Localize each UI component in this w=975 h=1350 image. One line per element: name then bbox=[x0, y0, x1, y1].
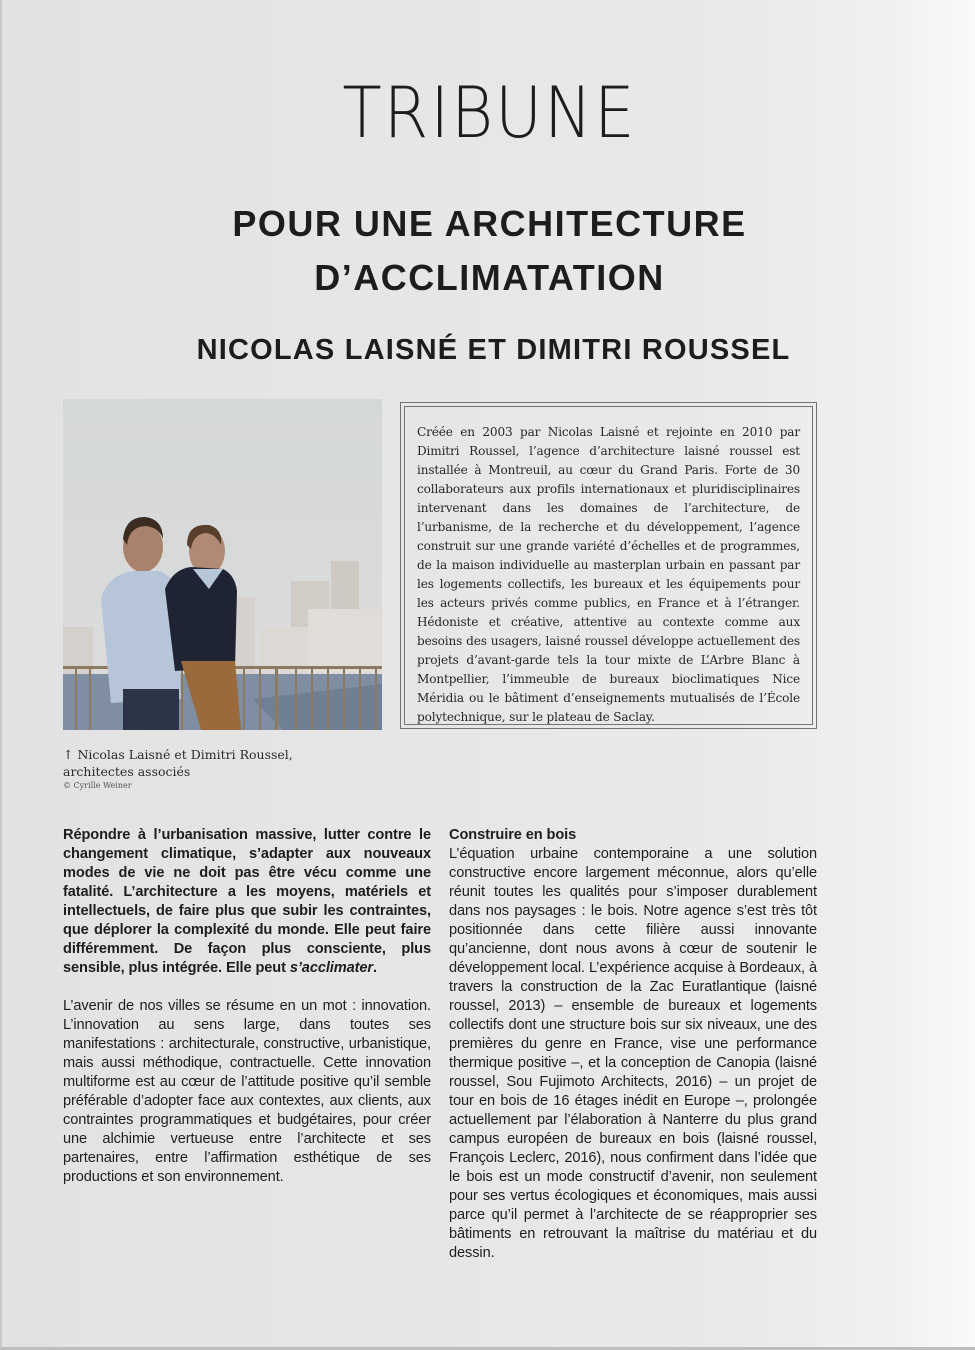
section-kicker: TRIBUNE bbox=[342, 72, 637, 154]
article-column-right bbox=[449, 826, 817, 1263]
caption-line-1: Nicolas Laisné et Dimitri Roussel, bbox=[77, 747, 293, 762]
lead-text: Répondre à l’urbanisation massive, lutter contre le changement climatique, s’adapter aux nouveaux modes de vie ne doit pas être vécu comme une fatalité. L’architecture a les moyens, matériels et intellectuels, de faire plus que subir les contraintes, que déplorer la complexité du monde. Elle peut faire différemment. De façon plus consciente, plus sensible, plus intégrée. Elle peut bbox=[63, 827, 431, 976]
agency-bio-text: Créée en 2003 par Nicolas Laisné et rejointe en 2010 par Dimitri Roussel, l’agence d’architecture laisné roussel est installée à Montreuil, au cœur du Grand Paris. Forte de 30 collaborateurs aux profils internationaux et pluridisciplinaires intervenant dans les domaines de l’architecture, de l’urbanisme, de la recherche et du développement, l’agence construit sur une grande variété d’échelles et de programmes, de la maison individuelle au masterplan urbain en passant par les logements collectifs, les bureaux et les équipements pour les acteurs privés comme publics, en France et à l’étranger. Hédoniste et créative, attentive au contexte comme aux besoins des usagers, laisné roussel développe actuellement des projets d’avant-garde tels la tour mixte de L’Arbre Blanc à Montpellier, l’immeuble de bureaux bioclimatiques Nice Méridia ou le bâtiment d’enseignements mutualisés de l’École polytechnique, sur le plateau de Saclay. bbox=[417, 425, 800, 724]
arrow-up-icon: ↑ bbox=[63, 747, 74, 762]
lead-end: . bbox=[373, 960, 377, 976]
article-column-left bbox=[63, 826, 431, 1187]
agency-bio-inner-frame bbox=[404, 406, 813, 725]
article-paragraph-2: L’équation urbaine contemporaine a une solution constructive encore largement méconnue, alors qu’elle réunit toutes les qualités pour s’imposer durablement dans nos paysages : le bois. Notre agence s’est très tôt positionnée dans cette filière aussi innovante qu’ancienne, dont nous avons à cœur de soutenir le développement local. L’expérience acquise à Bordeaux, à travers la construction de la Zac Euratlantique (laisné roussel, 2013) – ensemble de bureaux et logements collectifs dont une structure bois sur six niveaux, une des premières du genre en France, vise une performance thermique positive –, et la conception de Canopia (laisné roussel, Sou Fujimoto Architects, 2016) – un projet de tour en bois de 16 étages inédit en Europe –, prolongée actuellement par l’élaboration à Nanterre du plus grand campus européen de bureaux en bois (laisné roussel, François Leclerc, 2016), nous confirment dans l’idée que le bois est un mode constructif d’avenir, non seulement pour ses vertus écologiques et économiques, mais aussi parce qu’il permet à l’architecte de se réapproprier ses bâtiments en retrouvant la maîtrise du matériau et du dessin. bbox=[449, 846, 817, 1261]
article-title-line-1: POUR UNE ARCHITECTURE bbox=[232, 203, 747, 244]
section-heading: Construire en bois bbox=[449, 827, 577, 843]
agency-bio-box bbox=[400, 402, 817, 729]
article-authors: NICOLAS LAISNÉ ET DIMITRI ROUSSEL bbox=[196, 334, 791, 366]
photo-credit: © Cyrille Weiner bbox=[63, 781, 132, 790]
lead-emphasis: s’acclimater bbox=[289, 960, 374, 976]
authors-photo bbox=[63, 399, 382, 730]
article-lead bbox=[63, 826, 431, 978]
article-paragraph-1: L’avenir de nos villes se résume en un mot : innovation. L’innovation au sens large, dans toutes ses manifestations : architecturale, constructive, urbanistique, mais aussi méthodique, contractuelle. Cette innovation multiforme est au cœur de l’attitude positive qu’il semble préférable d’adopter face aux contextes, aux clients, aux contraintes programmatiques et budgétaires, pour créer une alchimie vertueuse entre l’architecte et ses partenaires, entre l’affirmation esthétique de ses productions et son environnement. bbox=[63, 998, 431, 1185]
article-title bbox=[2, 197, 975, 305]
article-title-line-2: D’ACCLIMATATION bbox=[314, 257, 665, 298]
photo-caption bbox=[63, 746, 383, 780]
caption-line-2: architectes associés bbox=[63, 764, 191, 779]
photo-illustration bbox=[63, 399, 382, 730]
